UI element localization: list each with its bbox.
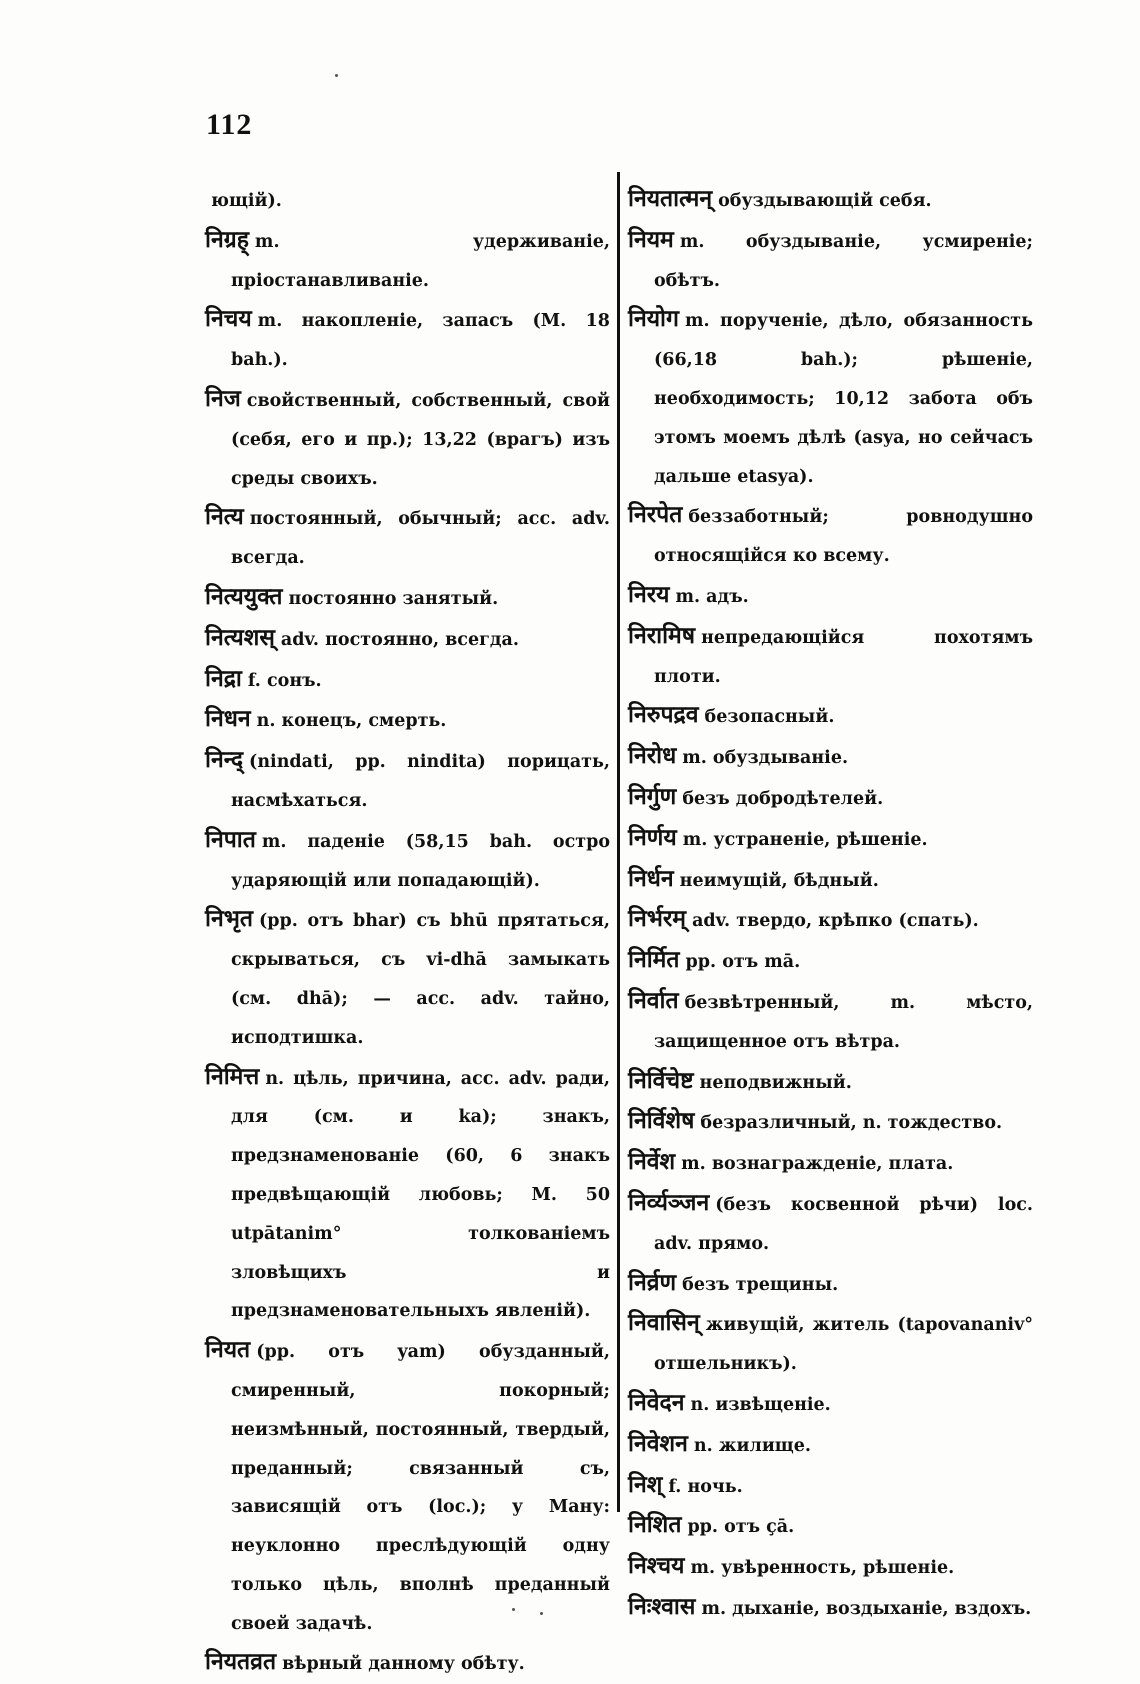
definition: (pp. отъ bhar) съ bhū прятаться, скрываться, съ vi-dhā замыкать (см. dhā); — acc. adv. тайно, исподтишка. bbox=[231, 911, 610, 1048]
definition: безъ добродѣтелей. bbox=[682, 788, 884, 809]
headword: निर्गुण bbox=[628, 783, 677, 810]
headword: निरपेत bbox=[628, 502, 683, 529]
dictionary-entry bbox=[205, 700, 610, 741]
definition: m. обуздываніе, усмиреніе; обѣтъ. bbox=[654, 231, 1033, 291]
definition: вѣрный данному обѣту. bbox=[282, 1654, 525, 1675]
dictionary-entry bbox=[628, 221, 1033, 301]
dictionary-entry bbox=[628, 860, 1033, 901]
headword: निचय bbox=[205, 306, 252, 333]
headword: निरय bbox=[628, 581, 670, 608]
headword: निन्द् bbox=[205, 747, 244, 774]
dictionary-entry bbox=[628, 1466, 1033, 1507]
definition: постоянный, обычный; acc. adv. всегда. bbox=[231, 509, 610, 569]
definition: f. сонъ. bbox=[247, 670, 322, 691]
definition: m. паденіе (58,15 bah. остро ударяющій или попадающій). bbox=[231, 831, 610, 891]
definition: m. адъ. bbox=[675, 586, 749, 607]
headword: नियोग bbox=[628, 306, 679, 333]
definition: безразличный, n. тождество. bbox=[700, 1113, 1003, 1134]
headword: निर्विशेष bbox=[628, 1108, 695, 1135]
headword: नित्यशस् bbox=[205, 624, 275, 651]
definition: adv. твердо, крѣпко (спать). bbox=[692, 911, 979, 932]
dictionary-entry bbox=[628, 1547, 1033, 1588]
definition: m. обуздываніе. bbox=[682, 748, 849, 769]
headword: निःश्वास bbox=[628, 1593, 696, 1620]
headword: निर्वात bbox=[628, 987, 679, 1014]
dictionary-entry bbox=[628, 576, 1033, 617]
headword: निर्णय bbox=[628, 824, 677, 851]
headword: निर्भरम् bbox=[628, 906, 687, 933]
dictionary-entry bbox=[205, 741, 610, 821]
definition: беззаботный; ровнодушно относящійся ко всему. bbox=[654, 507, 1033, 567]
dictionary-entry bbox=[628, 1588, 1033, 1629]
definition: m. накопленіе, запасъ (M. 18 bah.). bbox=[231, 311, 610, 371]
definition: adv. постоянно, всегда. bbox=[280, 629, 519, 650]
headword: निशित bbox=[628, 1512, 682, 1539]
dictionary-entry bbox=[628, 819, 1033, 860]
headword: निग्रह् bbox=[205, 226, 249, 253]
scan-speck bbox=[540, 1612, 543, 1615]
definition: pp. отъ mā. bbox=[685, 952, 801, 973]
definition: ющій). bbox=[211, 191, 282, 211]
headword: निमित्त bbox=[205, 1063, 260, 1090]
dictionary-entry bbox=[205, 821, 610, 901]
dictionary-entry bbox=[205, 180, 610, 221]
headword: निर्विचेष्ट bbox=[628, 1067, 694, 1094]
dictionary-entry bbox=[628, 1102, 1033, 1143]
dictionary-entry bbox=[628, 1384, 1033, 1425]
dictionary-entry bbox=[628, 1304, 1033, 1384]
headword: निर्वेश bbox=[628, 1149, 676, 1176]
headword: निवेदन bbox=[628, 1389, 685, 1416]
definition: m. увѣренность, рѣшеніе. bbox=[690, 1558, 955, 1579]
headword: नियतात्मन् bbox=[628, 186, 713, 212]
headword: निद्रा bbox=[205, 665, 242, 692]
headword: निपात bbox=[205, 826, 256, 853]
column-divider bbox=[617, 172, 620, 1512]
headword: निर्व्यञ्जन bbox=[628, 1189, 710, 1216]
definition: безвѣтренный, m. мѣсто, защищенное отъ вѣтра. bbox=[654, 992, 1033, 1052]
dictionary-entry bbox=[628, 982, 1033, 1062]
dictionary-entry bbox=[205, 1058, 610, 1332]
definition: непредающійся похотямъ плоти. bbox=[654, 627, 1033, 687]
definition: безопасный. bbox=[704, 707, 835, 728]
dictionary-entry bbox=[205, 578, 610, 619]
dictionary-entry bbox=[205, 300, 610, 380]
definition: безъ трещины. bbox=[682, 1274, 839, 1295]
scan-speck bbox=[512, 1608, 515, 1611]
headword: निर्मित bbox=[628, 947, 680, 974]
definition: m. дыханіе, воздыханіе, вздохъ. bbox=[701, 1598, 1032, 1619]
definition: (безъ косвенной рѣчи) loc. adv. прямо. bbox=[654, 1194, 1033, 1254]
headword: निभृत bbox=[205, 906, 254, 933]
dictionary-entry bbox=[205, 221, 610, 301]
dictionary-entry bbox=[628, 900, 1033, 941]
headword: निज bbox=[205, 385, 241, 412]
headword: नित्य bbox=[205, 504, 244, 531]
page-number: 112 bbox=[206, 108, 253, 141]
headword: नित्ययुक्त bbox=[205, 583, 283, 610]
dictionary-entry bbox=[628, 496, 1033, 576]
dictionary-entry bbox=[628, 778, 1033, 819]
definition: живущій, житель (tapovananiv° отшельникъ). bbox=[654, 1315, 1033, 1375]
headword: निर्व्रण bbox=[628, 1269, 677, 1296]
dictionary-entry bbox=[628, 1143, 1033, 1184]
definition: n. жилище. bbox=[693, 1435, 811, 1456]
right-column bbox=[628, 180, 1033, 1629]
headword: निर्धन bbox=[628, 865, 674, 892]
dictionary-entry bbox=[205, 619, 610, 660]
definition: (pp. отъ yam) обузданный, смиренный, покорный; неизмѣнный, постоянный, твердый, преданный; связанный съ, зависящій отъ (loc.); у Ману: неуклонно преслѣдующій одну только цѣль, вполнѣ преданный своей задачѣ. bbox=[231, 1342, 610, 1634]
definition: m. порученіе, дѣло, обязанность (66,18 bah.); рѣшеніе, необходимость; 10,12 забота объ этомъ моемъ дѣлѣ (asya, но сейчасъ дальше etasya). bbox=[654, 311, 1033, 487]
definition: m. вознагражденіе, плата. bbox=[681, 1154, 954, 1175]
dictionary-entry bbox=[628, 180, 1033, 221]
dictionary-entry bbox=[205, 380, 610, 498]
dictionary-entry bbox=[628, 1506, 1033, 1547]
dictionary-entry bbox=[205, 660, 610, 701]
headword: नियतव्रत bbox=[205, 1649, 277, 1676]
dictionary-entry bbox=[205, 1331, 610, 1643]
definition: неподвижный. bbox=[699, 1072, 852, 1093]
definition: свойственный, собственный, свой (себя, его и пр.); 13,22 (врагъ) изъ среды своихъ. bbox=[231, 390, 610, 489]
definition: pp. отъ çā. bbox=[687, 1517, 795, 1538]
definition: обуздывающій себя. bbox=[718, 191, 932, 211]
dictionary-entry bbox=[628, 1264, 1033, 1305]
dictionary-entry bbox=[628, 1425, 1033, 1466]
dictionary-entry bbox=[628, 941, 1033, 982]
headword: निवेशन bbox=[628, 1430, 688, 1457]
dictionary-entry bbox=[628, 737, 1033, 778]
headword: निवासिन् bbox=[628, 1310, 700, 1337]
definition: n. извѣщеніе. bbox=[690, 1394, 831, 1415]
definition: f. ночь. bbox=[668, 1476, 743, 1497]
dictionary-entry bbox=[205, 900, 610, 1057]
headword: निश्चय bbox=[628, 1553, 685, 1580]
definition: постоянно занятый. bbox=[288, 588, 499, 609]
definition: неимущій, бѣдный. bbox=[679, 870, 879, 891]
definition: (nindati, pp. nindita) порицать, насмѣхаться. bbox=[231, 752, 610, 811]
headword: निश् bbox=[628, 1471, 663, 1498]
left-column bbox=[205, 180, 610, 1684]
dictionary-entry bbox=[628, 300, 1033, 496]
definition: n. конецъ, смерть. bbox=[256, 711, 447, 732]
headword: निरुपद्रव bbox=[628, 702, 699, 729]
dictionary-entry bbox=[205, 498, 610, 578]
headword: नियत bbox=[205, 1337, 251, 1364]
headword: निधन bbox=[205, 706, 251, 733]
definition: n. цѣль, причина, acc. adv. ради, для (см. и ka); знакъ, предзнаменованіе (60, 6 знакъ предвѣщающій любовь; M. 50 utpātanim° толкованіемъ зловѣщихъ и предзнаменовательныхъ явленій). bbox=[231, 1068, 610, 1322]
headword: निरामिष bbox=[628, 622, 696, 649]
definition: m. удерживаніе, пріостанавливаніе. bbox=[231, 231, 610, 291]
headword: नियम bbox=[628, 226, 674, 253]
scan-speck bbox=[335, 74, 338, 77]
dictionary-entry bbox=[628, 696, 1033, 737]
dictionary-entry bbox=[628, 1062, 1033, 1103]
dictionary-entry bbox=[628, 1184, 1033, 1264]
definition: m. устраненіе, рѣшеніе. bbox=[682, 829, 928, 850]
dictionary-entry bbox=[628, 617, 1033, 697]
headword: निरोध bbox=[628, 743, 677, 770]
